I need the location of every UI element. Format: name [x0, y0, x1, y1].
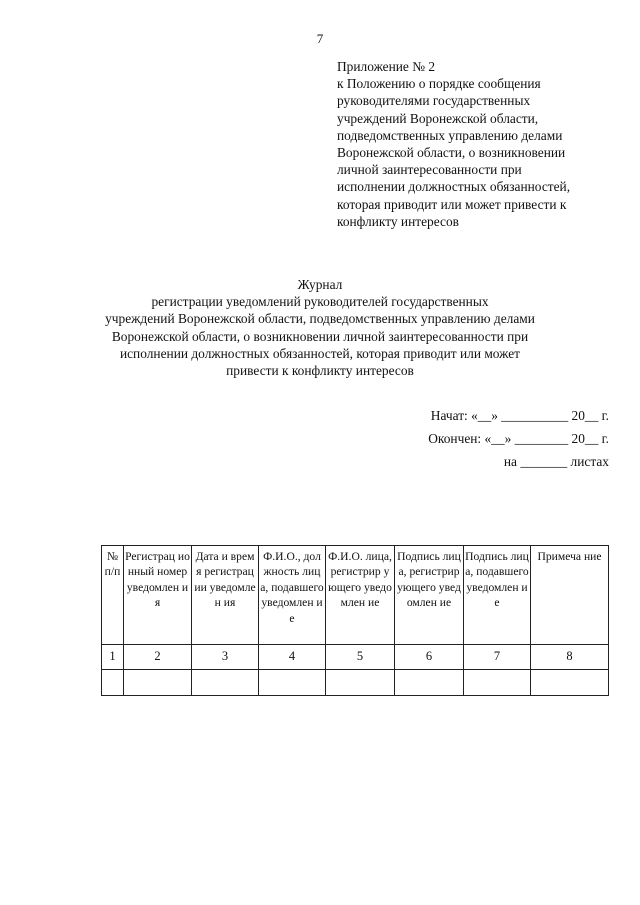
appendix-line: личной заинтересованности при: [337, 162, 522, 178]
empty-cell: [531, 670, 609, 696]
journal-subtitle-line: исполнении должностных обязанностей, которая приводит или может: [119, 345, 521, 361]
appendix-line: учреждений Воронежской области,: [337, 110, 539, 126]
table-header-cell: Регистрац ионный номер уведомлен ия: [124, 546, 192, 645]
page-number: 7: [316, 31, 324, 46]
table-header-cell: Примеча ние: [531, 546, 609, 645]
table-header-cell: Ф.И.О., должность лица, подавшего уведомлен ие: [259, 546, 326, 645]
column-number: 5: [326, 645, 395, 670]
appendix-line: подведомственных управлению делами: [337, 127, 563, 143]
empty-cell: [395, 670, 464, 696]
dates-block: [428, 408, 609, 477]
table-header-cell: Подпись лица, подавшего уведомлен ие: [464, 546, 531, 645]
journal-subtitle-line: регистрации уведомлений руководителей государственных: [151, 294, 489, 310]
empty-cell: [326, 670, 395, 696]
column-number: 7: [464, 645, 531, 670]
appendix-line: исполнении должностных обязанностей,: [337, 179, 571, 195]
appendix-line: Приложение № 2: [337, 59, 436, 74]
table-header-cell: Ф.И.О. лица, регистрир ующего уведомлен ие: [326, 546, 395, 645]
table-number-row: [102, 645, 609, 670]
sheets-count: на _______ листах: [503, 454, 609, 469]
journal-title: Журнал: [297, 277, 343, 292]
journal-title-block: [0, 276, 640, 379]
appendix-line: Воронежской области, о возникновении: [337, 145, 566, 161]
journal-subtitle-line: учреждений Воронежской области, подведомственных управлению делами: [105, 311, 535, 327]
column-number: 1: [102, 645, 124, 670]
journal-subtitle-line: привести к конфликту интересов: [226, 363, 414, 379]
journal-subtitle-line: Воронежской области, о возникновении личной заинтересованности при: [111, 328, 529, 344]
table-header-cell: Дата и время регистрац ии уведомлен ия: [192, 546, 259, 645]
appendix-line: конфликту интересов: [337, 213, 459, 229]
empty-cell: [464, 670, 531, 696]
column-number: 8: [531, 645, 609, 670]
empty-cell: [259, 670, 326, 696]
table-empty-row: [102, 670, 609, 696]
column-number: 4: [259, 645, 326, 670]
column-number: 3: [192, 645, 259, 670]
table-header-cell: № п/п: [102, 546, 124, 645]
empty-cell: [124, 670, 192, 696]
appendix-block: [337, 58, 627, 230]
finished-date: Окончен: «__» ________ 20__ г.: [428, 431, 609, 446]
register-table: [101, 545, 609, 696]
started-date: Начат: «__» __________ 20__ г.: [430, 408, 609, 423]
table-header-cell: Подпись лица, регистрир ующего уведомлен ие: [395, 546, 464, 645]
column-number: 2: [124, 645, 192, 670]
appendix-line: к Положению о порядке сообщения: [337, 76, 541, 92]
appendix-line: руководителями государственных: [337, 93, 531, 109]
empty-cell: [192, 670, 259, 696]
appendix-line: которая приводит или может привести к: [337, 196, 567, 212]
column-number: 6: [395, 645, 464, 670]
empty-cell: [102, 670, 124, 696]
table-header-row: [102, 546, 609, 645]
